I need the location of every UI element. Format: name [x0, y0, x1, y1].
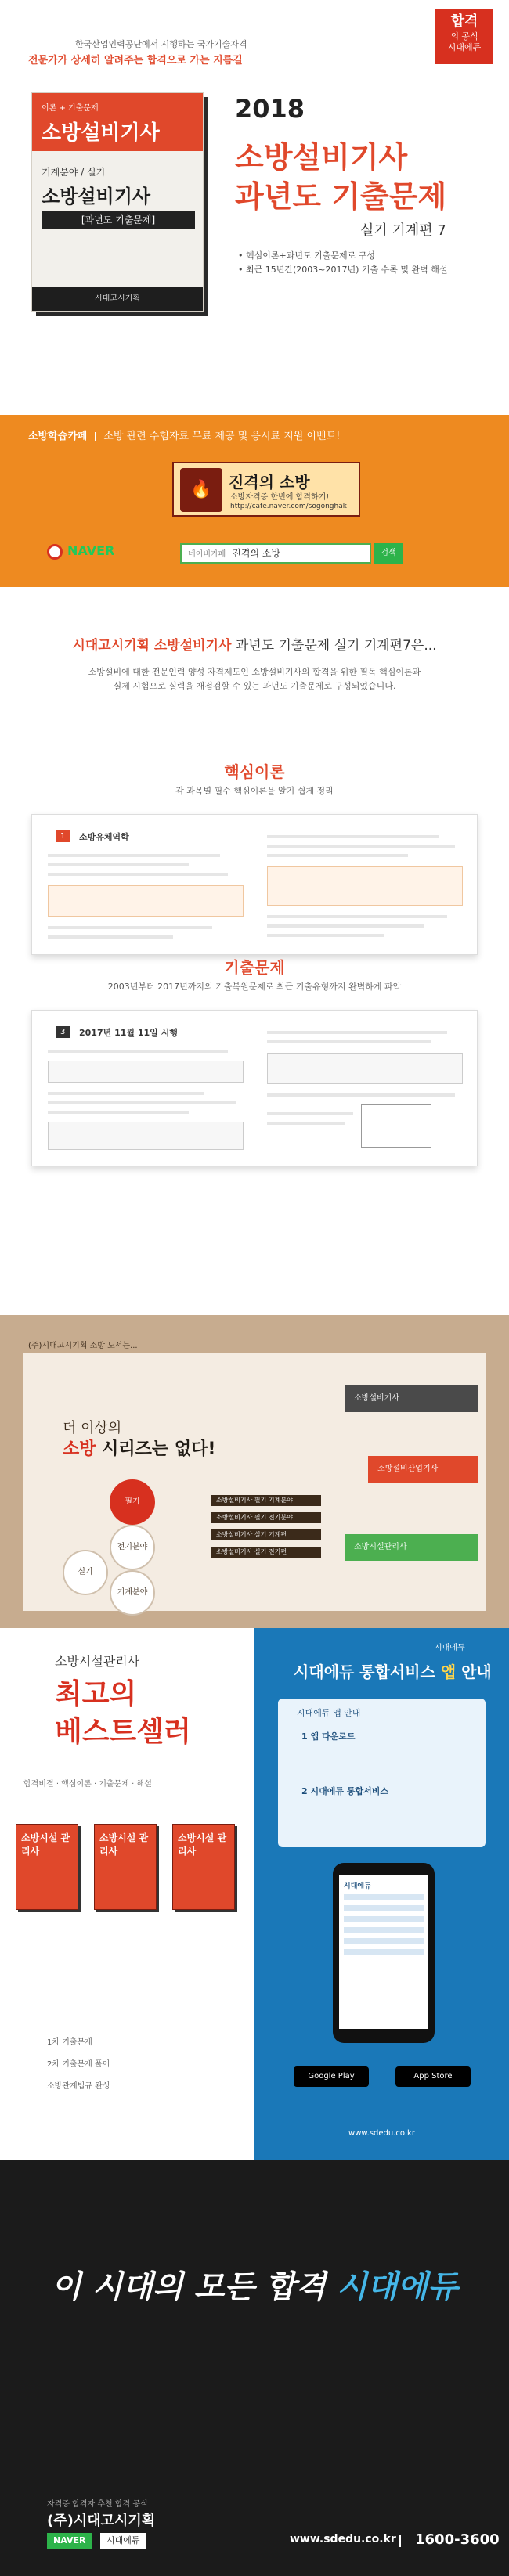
- text-line: [48, 926, 212, 929]
- hero-preline1: 한국산업인력공단에서 시행하는 국가기술자격: [75, 39, 247, 49]
- series-node: 필기: [110, 1479, 155, 1525]
- app-url[interactable]: www.sdedu.co.kr: [348, 2129, 415, 2138]
- text-line: [267, 1112, 353, 1115]
- text-line: [267, 915, 447, 918]
- theory-page-right: [259, 823, 471, 948]
- series-pill: 소방설비기사 실기 전기편: [211, 1547, 321, 1558]
- book-title: 소방설비기사: [42, 121, 160, 145]
- hero-preline2: 전문가가 상세히 알려주는 합격으로 가는 지름길: [28, 55, 243, 67]
- cafe-subtitle: 소방자격증 한번에 합격하기!: [230, 493, 330, 502]
- formula-box: [48, 885, 244, 917]
- intro-section: [0, 587, 509, 994]
- app-section: [254, 1628, 509, 2160]
- app-title-post: 안내: [456, 1663, 492, 1681]
- hero-bullet-2: • 최근 15년간(2003~2017년) 기출 수록 및 완벽 해설: [238, 265, 448, 275]
- footer-company: (주)시대고시기획: [47, 2513, 156, 2529]
- footer-site[interactable]: www.sdedu.co.kr: [290, 2533, 396, 2545]
- event-header: [28, 427, 340, 442]
- cafe-search-input[interactable]: [180, 543, 371, 564]
- text-line: [48, 1092, 204, 1095]
- naver-logo-text: NAVER: [67, 543, 115, 558]
- text-line: [267, 854, 408, 857]
- hero-bullet-1: • 핵심이론+과년도 기출문제로 구성: [238, 250, 375, 261]
- bestseller-list-item: 1차 기출문제: [47, 2038, 92, 2047]
- slogan-pre: 이 시대의 모든 합격: [51, 2268, 338, 2305]
- footer-phone: 1600-3600: [415, 2531, 500, 2548]
- badge-line3: 시대에듀: [447, 42, 482, 52]
- slogan-hl: 시대에듀: [337, 2268, 458, 2305]
- series-arrow: 소방시설관리사: [345, 1534, 478, 1561]
- text-line: [267, 1093, 455, 1097]
- bestseller-list-item: 소방관계법규 완성: [47, 2082, 110, 2091]
- screen-row: [344, 1916, 424, 1922]
- bestseller-list-item: 2차 기출문제 풀이: [47, 2060, 110, 2069]
- screen-row: [344, 1905, 424, 1911]
- badge-line2: 의 공식: [450, 31, 478, 41]
- app-title-hl: 앱: [440, 1663, 457, 1681]
- series-arrow: 소방설비산업기사: [368, 1456, 478, 1483]
- exam-chapter-name: 2017년 11월 11일 시행: [79, 1028, 178, 1038]
- search-value: 진격의 소방: [232, 548, 281, 559]
- app-title-pre: 시대에듀 통합서비스: [294, 1663, 435, 1681]
- text-line: [267, 845, 455, 848]
- app-store-button[interactable]: App Store: [395, 2066, 471, 2087]
- footer-naver-search[interactable]: 시대에듀: [100, 2533, 146, 2549]
- series-section: [0, 1315, 509, 1628]
- series-note: (주)시대고시기획 소방 도서는...: [28, 1342, 138, 1350]
- footer-naver[interactable]: NAVER: [47, 2533, 92, 2549]
- bestseller-section: [0, 1628, 254, 2160]
- chapter-number: 1: [56, 830, 70, 842]
- series-big2-red: 소방: [63, 1439, 96, 1459]
- question-box: [48, 1061, 244, 1083]
- text-line: [267, 934, 384, 937]
- badge-line1: 합격: [450, 13, 478, 30]
- text-line: [48, 873, 228, 876]
- brand-badge: [435, 9, 493, 64]
- text-line: [267, 1031, 447, 1034]
- series-pill: 소방설비기사 필기 기계분야: [211, 1495, 321, 1506]
- book-main-title: 소방설비기사: [42, 186, 151, 207]
- cafe-url[interactable]: http://cafe.naver.com/sogonghak: [230, 503, 347, 510]
- footer-section: [0, 2160, 509, 2576]
- book-cover: [31, 92, 204, 312]
- screen-row: [344, 1938, 424, 1944]
- book-subtitle: 기계분야 / 실기: [42, 167, 106, 178]
- text-line: [267, 924, 424, 928]
- hero-section: [0, 0, 509, 423]
- hero-title1: 소방설비기사: [235, 140, 408, 175]
- app-title: [294, 1659, 492, 1682]
- phone-mockup: [333, 1863, 435, 2043]
- theory-subtitle: 각 과목별 필수 핵심이론을 알기 쉽게 정리: [175, 786, 334, 796]
- app-panel: [278, 1699, 486, 1847]
- bestseller-line2: 최고의: [55, 1678, 137, 1710]
- series-pill: 소방설비기사 실기 기계편: [211, 1529, 321, 1540]
- series-node: 실기: [63, 1550, 108, 1595]
- search-placeholder: 네이버카페: [188, 550, 226, 559]
- text-line: [48, 935, 173, 939]
- cafe-title: 진격의 소방: [229, 473, 310, 492]
- phone-screen: [339, 1875, 428, 2029]
- phone-screen-title: 시대에듀: [344, 1882, 371, 1890]
- firefighter-icon: 🔥: [180, 468, 222, 512]
- naver-bird-icon: [47, 544, 63, 560]
- series-node: 기계분야: [110, 1570, 155, 1616]
- app-brand: 시대에듀: [435, 1644, 465, 1652]
- book-band: [과년도 기출문제]: [42, 211, 195, 229]
- intro-heading-red: 시대고시기획 소방설비기사: [72, 638, 232, 654]
- text-line: [267, 1040, 431, 1043]
- bestseller-book: 소방시설 관리사: [16, 1824, 78, 1910]
- theory-page-left: [40, 823, 251, 948]
- text-line: [48, 854, 220, 857]
- text-line: [48, 1111, 189, 1114]
- text-line: [48, 863, 189, 866]
- event-label: 소방학습카페: [28, 431, 88, 442]
- text-line: [267, 835, 439, 838]
- hero-title2: 과년도 기출문제: [235, 179, 447, 214]
- footer-small: 자격증 합격자 추천 합격 공식: [47, 2500, 148, 2509]
- exam-spread: [31, 1010, 478, 1166]
- series-big1: 더 이상의: [63, 1420, 122, 1436]
- event-desc: 소방 관련 수험자료 무료 제공 및 응시료 지원 이벤트!: [103, 431, 341, 442]
- hero-edition: 실기 기계편 7: [360, 222, 446, 239]
- bestseller-tags: 합격비결 · 핵심이론 · 기출문제 · 해설: [23, 1780, 152, 1789]
- series-big2-rest: 시리즈는 없다!: [96, 1439, 216, 1459]
- cafe-banner[interactable]: [172, 462, 360, 517]
- event-section: [0, 415, 509, 587]
- event-divider: [95, 432, 96, 441]
- book-publisher: 시대고시기획: [32, 287, 203, 311]
- diagram-box: [361, 1104, 431, 1148]
- intro-para2: 실제 시험으로 실력을 재점검할 수 있는 과년도 기출문제로 구성되었습니다.: [113, 681, 396, 691]
- bestseller-line3: 베스트셀러: [55, 1716, 191, 1748]
- screen-row: [344, 1927, 424, 1933]
- question-box: [267, 1053, 463, 1084]
- theory-spread: [31, 814, 478, 955]
- footer-divider: [399, 2535, 401, 2547]
- exam-subtitle: 2003년부터 2017년까지의 기출복원문제로 최근 기출유형까지 완벽하게 파악: [107, 982, 402, 992]
- exam-number: 3: [56, 1026, 70, 1038]
- hero-year: 2018: [235, 94, 305, 124]
- app-step: 1 앱 다운로드: [301, 1731, 356, 1742]
- series-pill: 소방설비기사 필기 전기분야: [211, 1512, 321, 1523]
- footer-slogan: [0, 2262, 509, 2307]
- text-line: [48, 1050, 228, 1053]
- intro-heading-rest: 과년도 기출문제 실기 기계편7은...: [235, 638, 437, 654]
- search-button[interactable]: 검색: [374, 543, 403, 564]
- theory-chapter-name: 소방유체역학: [79, 832, 129, 842]
- theory-title: 핵심이론: [224, 762, 285, 781]
- app-step: 2 시대에듀 통합서비스: [301, 1786, 388, 1796]
- screen-row: [344, 1949, 424, 1955]
- bestseller-line1: 소방시설관리사: [55, 1654, 140, 1669]
- formula-box: [267, 866, 463, 906]
- text-line: [267, 1122, 345, 1125]
- screen-row: [344, 1894, 424, 1900]
- exam-title: 기출문제: [224, 958, 285, 977]
- bestseller-book: 소방시설 관리사: [94, 1824, 157, 1910]
- series-big2: [63, 1436, 215, 1460]
- google-play-button[interactable]: Google Play: [294, 2066, 369, 2087]
- exam-page-right: [259, 1018, 471, 1159]
- book-tag: 이론 + 기출문제: [42, 104, 99, 113]
- intro-heading: [0, 634, 509, 654]
- series-node: 전기분야: [110, 1525, 155, 1570]
- series-arrow: 소방설비기사: [345, 1385, 478, 1412]
- bestseller-book: 소방시설 관리사: [172, 1824, 235, 1910]
- question-box: [48, 1122, 244, 1150]
- text-line: [48, 1101, 236, 1104]
- exam-page-left: [40, 1018, 251, 1159]
- naver-logo: [47, 543, 114, 564]
- app-panel-tab: 시대에듀 앱 안내: [297, 1708, 361, 1718]
- intro-para1: 소방설비에 대한 전문인력 양성 자격제도인 소방설비기사의 합격을 위한 필독 핵심이론과: [88, 667, 421, 677]
